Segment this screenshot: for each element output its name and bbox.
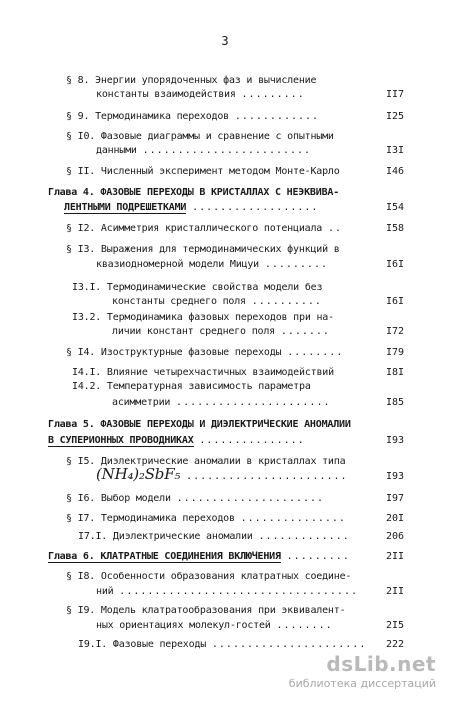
chapter-4-page: I54 (385, 202, 404, 213)
toc-entry-13-2-page: I72 (385, 326, 404, 337)
toc-entry-15-line2: (NH₄)₂SbF₅ ....................... (96, 465, 348, 483)
toc-entry-19-1-page: 222 (385, 639, 404, 650)
toc-entry-14-2-page: I85 (385, 397, 404, 408)
toc-entry-8-line1: § 8. Энергии упорядоченных фаз и вычисление (66, 75, 317, 86)
toc-entry-10-page: I3I (385, 145, 404, 156)
toc-entry-17-1: I7.I. Диэлектрические аномалии ............. (78, 531, 350, 542)
toc-entry-14-2-line2: асимметрии ...................... (112, 397, 331, 408)
watermark-logo: dsLib.net (326, 652, 436, 676)
toc-entry-13-1-line2: константы среднего поля .......... (112, 296, 322, 307)
toc-entry-12-page: I58 (385, 223, 404, 234)
toc-entry-14-page: I79 (385, 347, 404, 358)
chapter-5-page: I93 (385, 435, 404, 446)
chapter-6-page: 2II (385, 551, 404, 562)
toc-entry-9: § 9. Термодинамика переходов ............ (66, 111, 320, 122)
chapter-6-title: Глава 6. КЛАТРАТНЫЕ СОЕДИНЕНИЯ ВКЛЮЧЕНИЯ ......... (48, 551, 350, 562)
toc-entry-11: § II. Численный эксперимент методом Монте-Карло (66, 166, 340, 177)
toc-entry-15-page: I93 (385, 471, 404, 482)
toc-entry-18-page: 2II (385, 586, 404, 597)
chapter-4-title-line2: ЛЕНТНЫМИ ПОДРЕШЕТКАМИ .................. (64, 202, 319, 213)
handwritten-formula: (NH₄)₂SbF₅ (96, 465, 181, 483)
toc-entry-13-line1: § I3. Выражения для термодинамических функций в (66, 244, 340, 255)
watermark (289, 652, 436, 690)
toc-entry-17: § I7. Термодинамика переходов ............... (66, 513, 346, 524)
toc-entry-11-page: I46 (385, 166, 404, 177)
toc-entry-13-line2: квазиодномерной модели Мицуи ......... (96, 259, 328, 270)
toc-entry-13-2-line2: личии констант среднего поля ....... (112, 326, 330, 337)
toc-entry-14-1: I4.I. Влияние четырехчастичных взаимодействий (72, 367, 334, 378)
toc-entry-19-page: 2I5 (385, 620, 404, 631)
chapter-5-title-line1: Глава 5. ФАЗОВЫЕ ПЕРЕХОДЫ И ДИЭЛЕКТРИЧЕСКИЕ АНОМАЛИИ (48, 419, 351, 430)
toc-entry-14-2-line1: I4.2. Температурная зависимость параметра (72, 381, 311, 392)
toc-entry-9-page: I25 (385, 111, 404, 122)
toc-entry-18-line2: ний .................................. (96, 586, 358, 597)
toc-entry-19-line1: § I9. Модель клатратообразования при эквивалент- (66, 605, 346, 616)
toc-entry-18-line1: § I8. Особенности образования клатратных соедине- (66, 571, 352, 582)
toc-entry-19-1: I9.I. Фазовые переходы ...................... (78, 639, 367, 650)
toc-entry-17-1-page: 206 (385, 531, 404, 542)
toc-entry-19-line2: ных ориентациях молекул-гостей ........ (96, 620, 333, 631)
toc-entry-8-page: II7 (385, 89, 404, 100)
toc-entry-13-2-line1: I3.2. Термодинамика фазовых переходов при на- (72, 312, 334, 323)
toc-entry-12: § I2. Асимметрия кристаллического потенциала .. (66, 223, 342, 234)
toc-entry-10-line2: данными ........................ (96, 145, 312, 156)
chapter-4-title-line1: Глава 4. ФАЗОВЫЕ ПЕРЕХОДЫ В КРИСТАЛЛАХ С НЕЭКВИВА- (48, 187, 340, 198)
toc-entry-16-page: I97 (385, 493, 404, 504)
toc-entry-8-line2: константы взаимодействия ......... (96, 89, 305, 100)
toc-entry-10-line1: § I0. Фазовые диаграммы и сравнение с опытными (66, 131, 334, 142)
page-number: 3 (221, 34, 229, 48)
chapter-5-title-line2: В СУПЕРИОННЫХ ПРОВОДНИКАХ ............... (48, 435, 305, 446)
watermark-subtitle: библиотека диссертаций (288, 677, 436, 690)
toc-entry-16: § I6. Выбор модели ..................... (66, 493, 325, 504)
toc-entry-14-1-page: I8I (385, 367, 404, 378)
toc-entry-13-page: I6I (385, 259, 404, 270)
toc-entry-14: § I4. Изоструктурные фазовые переходы ........ (66, 347, 344, 358)
toc-entry-13-1-line1: I3.I. Термодинамические свойства модели без (72, 282, 323, 293)
toc-entry-15-line1: § I5. Диэлектрические аномалии в кристаллах типа (66, 456, 346, 467)
toc-entry-17-page: 20I (385, 513, 404, 524)
toc-entry-13-1-page: I6I (385, 296, 404, 307)
